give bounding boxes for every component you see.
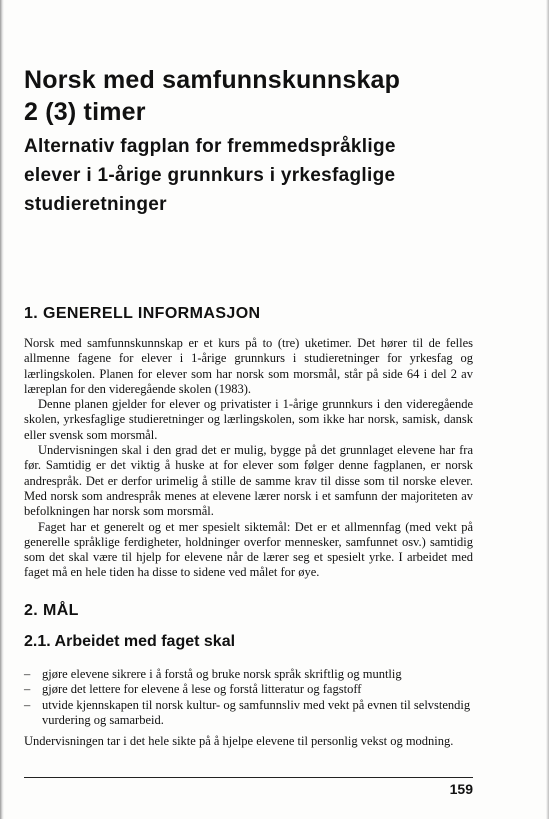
subtitle-line: elever i 1-årige grunnkurs i yrkesfaglige bbox=[24, 165, 396, 186]
closing-paragraph-block bbox=[24, 734, 473, 749]
page-number: 159 bbox=[449, 781, 473, 797]
paragraph: Denne planen gjelder for elever og privatister i 1-årige grunnkurs i den videregående skolen, yrkesfaglige studieretninger og lærlingskolen, som ikke har norsk, samisk, dansk eller svensk som morsmål. bbox=[24, 397, 473, 442]
subtitle-line: studieretninger bbox=[24, 194, 167, 215]
subtitle-line: Alternativ fagplan for fremmedspråklige bbox=[24, 136, 396, 157]
title-line: 2 (3) timer bbox=[24, 98, 146, 126]
document-subtitle bbox=[24, 132, 524, 219]
list-marker: – bbox=[24, 682, 31, 697]
subsection-heading: 2.1. Arbeidet med faget skal bbox=[24, 633, 236, 650]
paragraph: Undervisningen tar i det hele sikte på å hjelpe elevene til personlig vekst og modning. bbox=[24, 734, 454, 748]
scan-edge-left bbox=[0, 0, 4, 819]
footer-rule bbox=[24, 777, 473, 778]
section-heading-goals: 2. MÅL bbox=[24, 602, 79, 619]
list-marker: – bbox=[24, 667, 31, 681]
list-item bbox=[24, 698, 473, 729]
document-title bbox=[24, 64, 524, 128]
goals-list bbox=[24, 667, 473, 728]
list-marker: – bbox=[24, 697, 31, 712]
section-heading-general-information: 1. GENERELL INFORMASJON bbox=[24, 305, 261, 322]
list-item bbox=[24, 667, 473, 682]
list-item-text: gjøre elevene sikrere i å forstå og bruke norsk språk skriftlig og muntlig bbox=[42, 667, 402, 681]
list-item-text: utvide kjennskapen til norsk kultur- og samfunnsliv med vekt på evnen til selvstendig vurdering og samarbeid. bbox=[42, 697, 471, 727]
section1-body bbox=[24, 336, 473, 581]
paragraph: Undervisningen skal i den grad det er mulig, bygge på det grunnlaget elevene har fra før. Samtidig er det viktig å huske at for elever som følger denne fagplanen, er norsk andrespråk. Det er derfor urimelig å stille de samme krav til disse som til norske elever. Med norsk som andrespråk menes at elevene lærer norsk i et samfunn der majoriteten av befolkningen har norsk som morsmål. bbox=[24, 443, 473, 519]
list-item-text: gjøre det lettere for elevene å lese og forstå litteratur og fagstoff bbox=[42, 682, 362, 697]
title-line: Norsk med samfunnskunnskap bbox=[24, 66, 401, 94]
paragraph: Faget har et generelt og et mer spesielt siktemål: Det er et allmennfag (med vekt på generelle språklige ferdigheter, holdninger overfor mennesker, samfunnet osv.) samtidig som det skal være til hjelp for elevene når de lærer seg et spesielt yrke. I arbeidet med faget må en hele tiden ha disse to sidene ved målet for øye. bbox=[24, 519, 473, 580]
paragraph: Norsk med samfunnskunnskap er et kurs på to (tre) uketimer. Det hører til de felles allmenne fagene for elever i 1-årige grunnkurs i studieretninger for yrkesfag og lærlingskolen. Planen for elever som har norsk som morsmål, står på side 64 i del 2 av læreplan for den videregående skolen (1983). bbox=[24, 336, 473, 396]
list-item bbox=[24, 682, 473, 697]
